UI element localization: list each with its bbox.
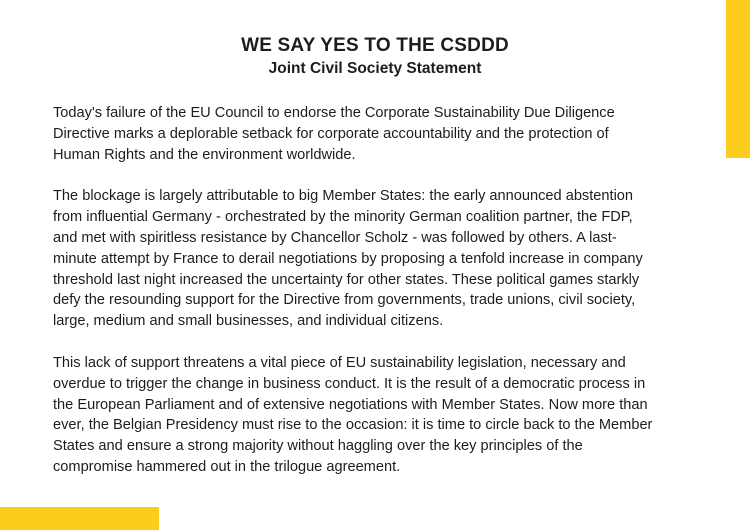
document-title: WE SAY YES TO THE CSDDD: [241, 35, 509, 56]
text-line: This lack of support threatens a vital piece of EU sustainability legislation, necessary and: [53, 354, 626, 371]
text-line: threshold last night increased the uncertainty for other states. These political games starkly: [53, 271, 640, 288]
text-line: and met with spiritless resistance by Chancellor Scholz - was followed by others. A last-: [53, 229, 617, 246]
text-line: Directive marks a deplorable setback for corporate accountability and the protection of: [53, 125, 609, 142]
text-line: States and ensure a strong majority without haggling over the key principles of the: [53, 438, 583, 455]
text-line: overdue to trigger the change in business conduct. It is the result of a democratic process in: [53, 375, 646, 392]
text-line: defy the resounding support for the Directive from governments, trade unions, civil society,: [53, 292, 636, 309]
statement-body: [53, 103, 725, 499]
text-line: minute attempt by France to derail negotiations by proposing a tenfold increase in company: [53, 250, 643, 267]
document-subtitle: Joint Civil Society Statement: [268, 60, 482, 77]
text-line: The blockage is largely attributable to big Member States: the early announced abstention: [53, 188, 634, 205]
text-line: the European Parliament and of extensive negotiations with Member States. Now more than: [53, 396, 648, 413]
paragraph-lack-of-support: [53, 353, 725, 478]
accent-bar-bottom: [0, 507, 159, 530]
text-line: large, medium and small businesses, and individual citizens.: [53, 313, 444, 330]
text-line: from influential Germany - orchestrated by the minority German coalition partner, the FDP,: [53, 209, 633, 226]
accent-bar-right: [726, 0, 750, 158]
text-line: ever, the Belgian Presidency must rise to the occasion: it is time to circle back to the Member: [53, 417, 653, 434]
text-line: compromise hammered out in the trilogue agreement.: [53, 458, 401, 475]
paragraph-blockage: [53, 186, 725, 332]
text-line: Today's failure of the EU Council to endorse the Corporate Sustainability Due Diligence: [53, 105, 615, 121]
text-line: Human Rights and the environment worldwide.: [53, 146, 356, 163]
paragraph-council-failure: [53, 103, 725, 165]
